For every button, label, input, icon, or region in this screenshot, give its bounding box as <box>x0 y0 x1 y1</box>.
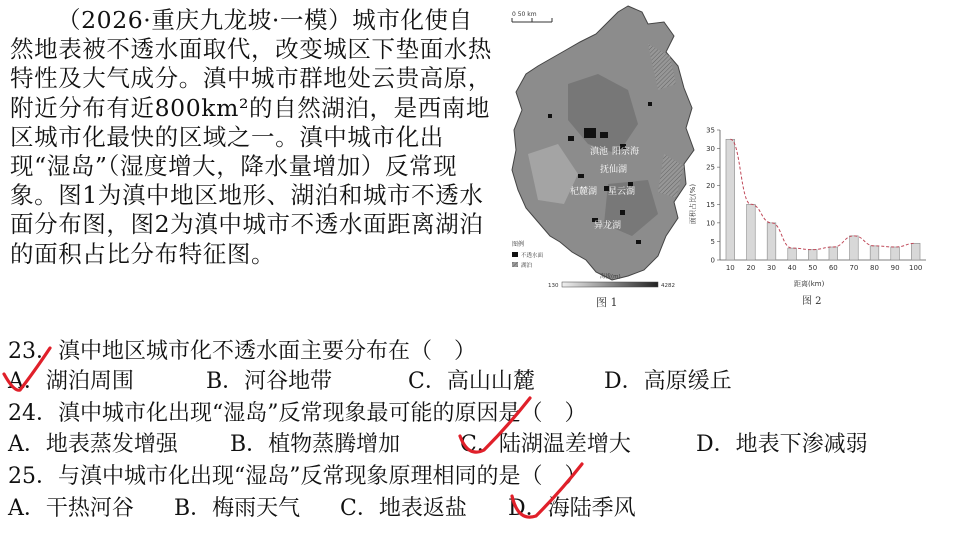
q25-option-b[interactable]: B．梅雨天气 <box>174 496 301 521</box>
bar-50 <box>808 250 817 260</box>
question-23-stem: 23．滇中地区城市化不透水面主要分布在（ ） <box>8 339 476 364</box>
q24-option-d[interactable]: D．地表下渗减弱 <box>696 432 868 457</box>
lake-label-fuxianhu: 抚仙湖 <box>600 165 628 175</box>
x-tick-label: 100 <box>909 264 923 272</box>
question-intro-text: （2026·重庆九龙坡·一模）城市化使自然地表被不透水面取代，改变城区下垫面水热特性及大气成分。滇中城市群地处云贵高原，附近分布有近800km²的自然湖泊，是西南地区城市化最快的区域之一。滇中城市化出现“湿岛”（湿度增大，降水量增加）反常现象。图1为滇中地区地形、湖泊和城市不透水面分布图，图2为滇中城市不透水面距离湖泊的面积占比分布特征图。 <box>10 6 492 268</box>
figure-2-caption: 图 2 <box>802 296 822 307</box>
bar-90 <box>891 247 900 260</box>
bar-70 <box>850 236 859 260</box>
terrain-lake-map <box>508 4 706 316</box>
lake-label-dianchi: 滇池 <box>590 147 609 157</box>
bar-60 <box>829 247 838 260</box>
bar-10 <box>726 139 735 260</box>
x-tick-label: 40 <box>787 264 797 272</box>
x-axis-label: 距离(km) <box>794 280 825 288</box>
y-tick-label: 15 <box>706 200 715 209</box>
x-tick-label: 10 <box>725 264 735 272</box>
map-legend <box>512 240 544 269</box>
bar-20 <box>747 204 756 260</box>
q25-option-a[interactable]: A．干热河谷 <box>8 496 134 521</box>
x-tick-label: 80 <box>870 264 879 272</box>
q23-option-b[interactable]: B．河谷地带 <box>206 369 333 394</box>
scale-label: 0 50 km <box>512 11 537 18</box>
svg-text:130: 130 <box>548 283 559 289</box>
bar-40 <box>788 248 797 260</box>
bar-80 <box>870 246 879 260</box>
q23-option-d[interactable]: D．高原缓丘 <box>604 369 732 394</box>
q23-option-c[interactable]: C．高山山麓 <box>408 369 535 394</box>
x-tick-label: 70 <box>849 264 859 272</box>
question-23-options <box>8 367 948 397</box>
y-axis-label: 面积占比(%) <box>689 183 697 225</box>
q24-option-b[interactable]: B．植物蒸腾增加 <box>230 432 401 457</box>
distance-area-chart <box>686 118 934 310</box>
lake-label-xingyunhu: 星云湖 <box>608 187 636 197</box>
x-tick-label: 90 <box>890 264 900 272</box>
q24-option-a[interactable]: A．地表蒸发增强 <box>8 432 178 457</box>
figure-1-caption: 图 1 <box>596 296 618 309</box>
svg-text:不透水面: 不透水面 <box>521 253 544 259</box>
elevation-bar <box>548 272 675 289</box>
svg-text:湖泊: 湖泊 <box>521 263 533 269</box>
lake-label-yilonghu: 异龙湖 <box>594 221 622 231</box>
y-tick-label: 30 <box>706 145 715 154</box>
q25-option-c[interactable]: C．地表返盐 <box>340 496 467 521</box>
trend-line <box>730 139 915 249</box>
q23-option-a[interactable]: A．湖泊周围 <box>8 369 134 394</box>
y-tick-label: 0 <box>710 256 715 265</box>
x-tick-label: 20 <box>746 264 756 272</box>
scale-bar <box>512 11 552 22</box>
lake-label-qiluhu: 杞麓湖 <box>570 187 598 197</box>
x-tick-label: 50 <box>808 264 818 272</box>
y-tick-label: 20 <box>706 182 715 191</box>
y-tick-label: 10 <box>706 219 715 228</box>
question-24-options <box>8 430 948 460</box>
svg-text:海拔(m): 海拔(m) <box>600 274 621 280</box>
x-tick-label: 30 <box>767 264 776 272</box>
lake-label-yangzonghai: 阳宗海 <box>612 147 640 157</box>
bar-100 <box>911 243 920 260</box>
y-tick-label: 35 <box>706 126 715 135</box>
question-25-stem: 25．与滇中城市化出现“湿岛”反常现象原理相同的是（ ） <box>8 464 587 489</box>
q24-option-c[interactable]: C．陆湖温差增大 <box>460 432 631 457</box>
y-tick-label: 25 <box>706 163 715 172</box>
x-tick-label: 60 <box>828 264 838 272</box>
y-tick-label: 5 <box>710 237 715 246</box>
bar-30 <box>767 223 776 260</box>
question-25-options <box>8 494 948 524</box>
svg-text:4282: 4282 <box>661 283 675 289</box>
q25-option-d[interactable]: D．海陆季风 <box>508 496 636 521</box>
question-24-stem: 24．滇中城市化出现“湿岛”反常现象最可能的原因是（ ） <box>8 401 587 426</box>
svg-text:图例: 图例 <box>512 241 525 248</box>
